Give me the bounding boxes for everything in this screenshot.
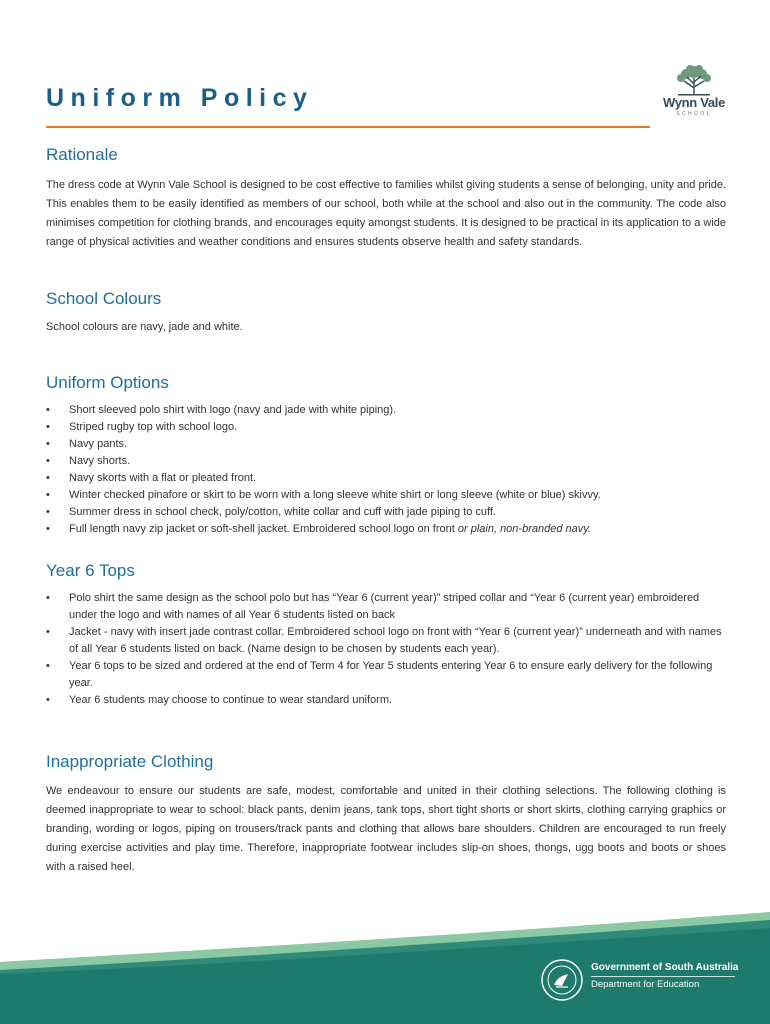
section-body: We endeavour to ensure our students are safe, modest, comfortable and united in their clothing selections. The following clothing is deemed inappropriate to wear to school: black pants, denim jeans, tank tops, short tight shorts or short skirts, clothing carrying graphics or branding, wording or logos, piping on trousers/track pants and clothing that allows bare shoulders. Children are encouraged to run freely during exercise activities and play time. Therefore, inappropriate footwear includes slip-on shoes, thongs, ugg boots and boots or shoes with a raised heel.: [46, 785, 726, 873]
title-divider: [46, 126, 650, 128]
page-title: Uniform Policy: [46, 84, 314, 112]
list-item: • Short sleeved polo shirt with logo (navy and jade with white piping).: [46, 402, 726, 419]
list-item: • Striped rugby top with school logo.: [46, 419, 726, 436]
section-uniform-options: [46, 372, 726, 538]
list-item-text: Full length navy zip jacket or soft-shell jacket. Embroidered school logo on front: [69, 523, 458, 535]
government-logo: [540, 958, 750, 1004]
section-inappropriate-clothing: [46, 751, 726, 877]
list-item: • Summer dress in school check, poly/cotton, white collar and cuff with jade piping to cuff.: [46, 504, 726, 521]
section-rationale: [46, 144, 726, 252]
list-item: [46, 521, 726, 538]
section-heading: School Colours: [46, 289, 162, 308]
department-name: Department for Education: [591, 979, 700, 990]
year6-tops-list: [46, 590, 726, 709]
list-item: • Navy shorts.: [46, 453, 726, 470]
list-item: • Navy skorts with a flat or pleated front.: [46, 470, 726, 487]
government-divider: [591, 976, 735, 977]
list-item: • Winter checked pinafore or skirt to be worn with a long sleeve white shirt or long sleeve (white or blue) skivvy.: [46, 487, 726, 504]
state-emblem-icon: [540, 958, 584, 1002]
government-name: Government of South Australia: [591, 962, 739, 973]
section-heading: Rationale: [46, 145, 118, 164]
list-item: • Polo shirt the same design as the school polo but has “Year 6 (current year)” striped collar and “Year 6 (current year) embroidered under the logo and with names of all Year 6 students listed on back: [46, 590, 726, 624]
tree-icon: [674, 64, 714, 96]
section-school-colours: [46, 288, 726, 337]
list-item: • Jacket - navy with insert jade contrast collar. Embroidered school logo on front with “Year 6 (current year)” underneath and with names of all Year 6 students listed on back. (Name design to be chosen by students each year).: [46, 624, 726, 658]
list-item: • Year 6 tops to be sized and ordered at the end of Term 4 for Year 5 students entering Year 6 to ensure early delivery for the following year.: [46, 658, 726, 692]
list-item: • Year 6 students may choose to continue to wear standard uniform.: [46, 692, 726, 709]
section-year6-tops: [46, 560, 726, 709]
section-heading: Uniform Options: [46, 373, 169, 392]
logo-name: Wynn Vale: [662, 95, 726, 110]
section-body: The dress code at Wynn Vale School is designed to be cost effective to families whilst giving students a sense of belonging, unity and pride. This enables them to be easily identified as members of our school, both while at the school and also out in the community. The code also minimises competition for clothing brands, and encourages equity amongst students. It is designed to be practical in its application to a wide range of physical activities and weather conditions and ensures students observe health and safety standards.: [46, 179, 726, 248]
policy-content: [46, 144, 726, 877]
section-heading: Year 6 Tops: [46, 561, 135, 580]
section-heading: Inappropriate Clothing: [46, 752, 214, 771]
school-logo: [654, 64, 734, 124]
list-item-italic-text: or plain, non-branded navy.: [457, 523, 591, 535]
list-item: • Navy pants.: [46, 436, 726, 453]
section-body: School colours are navy, jade and white.: [46, 321, 243, 333]
uniform-options-list: [46, 402, 726, 538]
logo-subtitle: SCHOOL: [676, 111, 712, 117]
